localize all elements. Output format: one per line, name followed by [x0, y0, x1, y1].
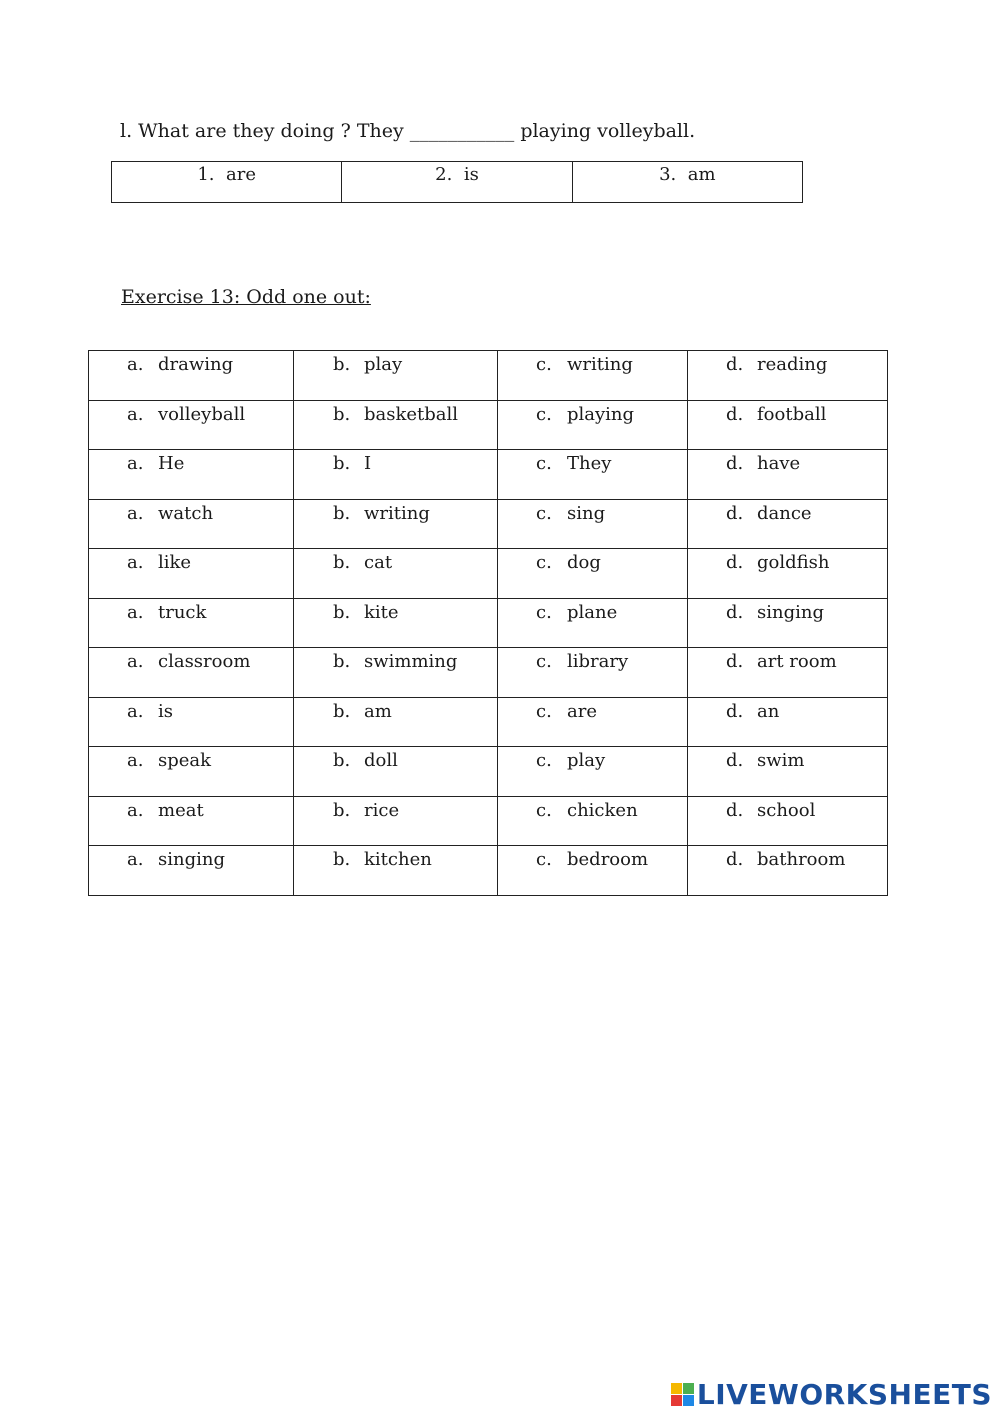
table-row [89, 846, 888, 896]
option-word: classroom [158, 651, 251, 672]
option-word: basketball [364, 403, 459, 425]
option-letter: b. [333, 700, 351, 722]
option-word: goldfish [757, 552, 830, 573]
table-row [89, 697, 888, 747]
option-letter: d. [726, 552, 744, 573]
option-word: chicken [567, 799, 638, 821]
option-cell[interactable] [89, 648, 294, 698]
option-letter: c. [536, 700, 552, 722]
option-cell[interactable] [89, 351, 294, 401]
table-row [89, 796, 888, 846]
option-cell[interactable] [89, 400, 294, 450]
option-cell[interactable] [294, 549, 498, 599]
answer-text: is [463, 164, 479, 185]
option-cell[interactable] [688, 648, 888, 698]
option-word: art room [757, 651, 837, 672]
option-cell[interactable] [688, 351, 888, 401]
option-word: swim [757, 750, 805, 771]
option-cell[interactable] [688, 747, 888, 797]
option-cell[interactable] [688, 400, 888, 450]
option-cell[interactable] [498, 796, 688, 846]
option-letter: d. [726, 502, 744, 524]
option-letter: a. [127, 601, 144, 623]
option-word: have [757, 453, 801, 474]
option-word: bathroom [757, 849, 846, 870]
option-word: writing [364, 502, 430, 524]
option-cell[interactable] [294, 796, 498, 846]
logo-square [671, 1383, 682, 1394]
option-word: is [158, 700, 173, 722]
option-word: watch [158, 502, 214, 524]
option-letter: b. [333, 354, 351, 375]
option-word: plane [567, 601, 618, 623]
question-text: l. What are they doing ? They ___________ playing volleyball. [120, 120, 696, 142]
option-word: play [567, 750, 606, 771]
option-word: football [757, 403, 827, 425]
option-letter: d. [726, 651, 744, 672]
option-cell[interactable] [89, 697, 294, 747]
option-letter: d. [726, 453, 744, 474]
option-letter: b. [333, 502, 351, 524]
option-letter: a. [127, 502, 144, 524]
option-letter: b. [333, 799, 351, 821]
option-word: school [757, 799, 816, 821]
option-word: He [158, 453, 185, 474]
option-cell[interactable] [498, 697, 688, 747]
option-cell[interactable] [89, 796, 294, 846]
option-word: swimming [364, 651, 458, 672]
option-word: bedroom [567, 849, 649, 870]
logo-square [671, 1395, 682, 1406]
table-row [89, 499, 888, 549]
option-word: dance [757, 502, 812, 524]
answer-number: 3. [659, 164, 677, 185]
option-word: singing [158, 849, 225, 870]
option-letter: b. [333, 601, 351, 623]
option-cell[interactable] [688, 697, 888, 747]
option-word: cat [364, 552, 393, 573]
option-cell[interactable] [498, 648, 688, 698]
liveworksheets-logo [671, 1378, 992, 1411]
option-cell[interactable] [294, 747, 498, 797]
option-letter: d. [726, 849, 744, 870]
answer-option[interactable] [342, 162, 572, 203]
table-row [89, 747, 888, 797]
liveworksheets-logo-icon [671, 1383, 694, 1406]
option-letter: d. [726, 750, 744, 771]
option-word: sing [567, 502, 606, 524]
option-word: an [757, 700, 780, 722]
option-cell[interactable] [688, 598, 888, 648]
table-row [89, 450, 888, 500]
option-word: dog [567, 552, 601, 573]
option-cell[interactable] [498, 846, 688, 896]
option-cell[interactable] [498, 499, 688, 549]
option-word: doll [364, 750, 398, 771]
option-letter: c. [536, 552, 552, 573]
option-word: kite [364, 601, 399, 623]
option-cell[interactable] [688, 549, 888, 599]
answer-text: are [225, 164, 256, 185]
option-word: truck [158, 601, 207, 623]
answer-option[interactable] [112, 162, 342, 203]
table-row [89, 351, 888, 401]
option-word: drawing [158, 354, 234, 375]
option-letter: d. [726, 403, 744, 425]
option-letter: c. [536, 354, 552, 375]
option-letter: a. [127, 700, 144, 722]
option-cell[interactable] [688, 450, 888, 500]
option-word: are [567, 700, 597, 722]
logo-square [683, 1395, 694, 1406]
option-letter: a. [127, 403, 144, 425]
answer-number: 2. [435, 164, 453, 185]
option-cell[interactable] [688, 846, 888, 896]
option-cell[interactable] [294, 697, 498, 747]
option-cell[interactable] [498, 549, 688, 599]
logo-text: LIVEWORKSHEETS [696, 1378, 992, 1411]
option-word: I [364, 453, 372, 474]
option-cell[interactable] [89, 450, 294, 500]
option-letter: a. [127, 849, 144, 870]
option-word: am [364, 700, 392, 722]
option-cell[interactable] [89, 549, 294, 599]
table-row [89, 598, 888, 648]
option-word: like [158, 552, 192, 573]
option-cell[interactable] [498, 450, 688, 500]
option-cell[interactable] [294, 648, 498, 698]
option-letter: b. [333, 849, 351, 870]
option-word: singing [757, 601, 824, 623]
option-word: speak [158, 750, 212, 771]
table-row [89, 400, 888, 450]
option-word: library [567, 651, 629, 672]
option-cell[interactable] [688, 499, 888, 549]
exercise-title: Exercise 13: Odd one out: [121, 286, 371, 308]
option-letter: c. [536, 799, 552, 821]
option-letter: b. [333, 453, 351, 474]
answer-option[interactable] [572, 162, 802, 203]
logo-square [683, 1383, 694, 1394]
option-letter: c. [536, 750, 552, 771]
option-letter: c. [536, 849, 552, 870]
option-letter: c. [536, 601, 552, 623]
option-cell[interactable] [294, 450, 498, 500]
option-cell[interactable] [89, 499, 294, 549]
table-row [89, 648, 888, 698]
option-word: writing [567, 354, 633, 375]
option-cell[interactable] [89, 747, 294, 797]
option-letter: d. [726, 601, 744, 623]
option-letter: c. [536, 502, 552, 524]
option-cell[interactable] [294, 400, 498, 450]
option-word: They [567, 453, 612, 474]
option-word: reading [757, 354, 828, 375]
answer-number: 1. [197, 164, 215, 185]
option-cell[interactable] [294, 846, 498, 896]
option-letter: b. [333, 651, 351, 672]
option-word: volleyball [158, 403, 246, 425]
option-letter: a. [127, 799, 144, 821]
option-cell[interactable] [498, 747, 688, 797]
option-cell[interactable] [688, 796, 888, 846]
option-cell[interactable] [294, 598, 498, 648]
option-letter: a. [127, 552, 144, 573]
option-cell[interactable] [294, 499, 498, 549]
option-word: meat [158, 799, 204, 821]
option-cell[interactable] [498, 400, 688, 450]
option-word: kitchen [364, 849, 432, 870]
option-cell[interactable] [498, 351, 688, 401]
option-word: playing [567, 403, 635, 425]
odd-one-out-table [88, 350, 888, 896]
option-letter: c. [536, 453, 552, 474]
option-word: play [364, 354, 403, 375]
option-letter: b. [333, 552, 351, 573]
option-cell[interactable] [89, 846, 294, 896]
option-letter: d. [726, 700, 744, 722]
option-word: rice [364, 799, 400, 821]
option-cell[interactable] [89, 598, 294, 648]
option-letter: a. [127, 750, 144, 771]
option-letter: a. [127, 651, 144, 672]
option-letter: a. [127, 354, 144, 375]
answer-text: am [687, 164, 716, 185]
option-cell[interactable] [498, 598, 688, 648]
table-row [89, 549, 888, 599]
option-letter: b. [333, 750, 351, 771]
option-letter: a. [127, 453, 144, 474]
option-letter: d. [726, 799, 744, 821]
option-cell[interactable] [294, 351, 498, 401]
option-letter: c. [536, 403, 552, 425]
option-letter: c. [536, 651, 552, 672]
answer-options-table [111, 161, 803, 203]
option-letter: b. [333, 403, 351, 425]
option-letter: d. [726, 354, 744, 375]
